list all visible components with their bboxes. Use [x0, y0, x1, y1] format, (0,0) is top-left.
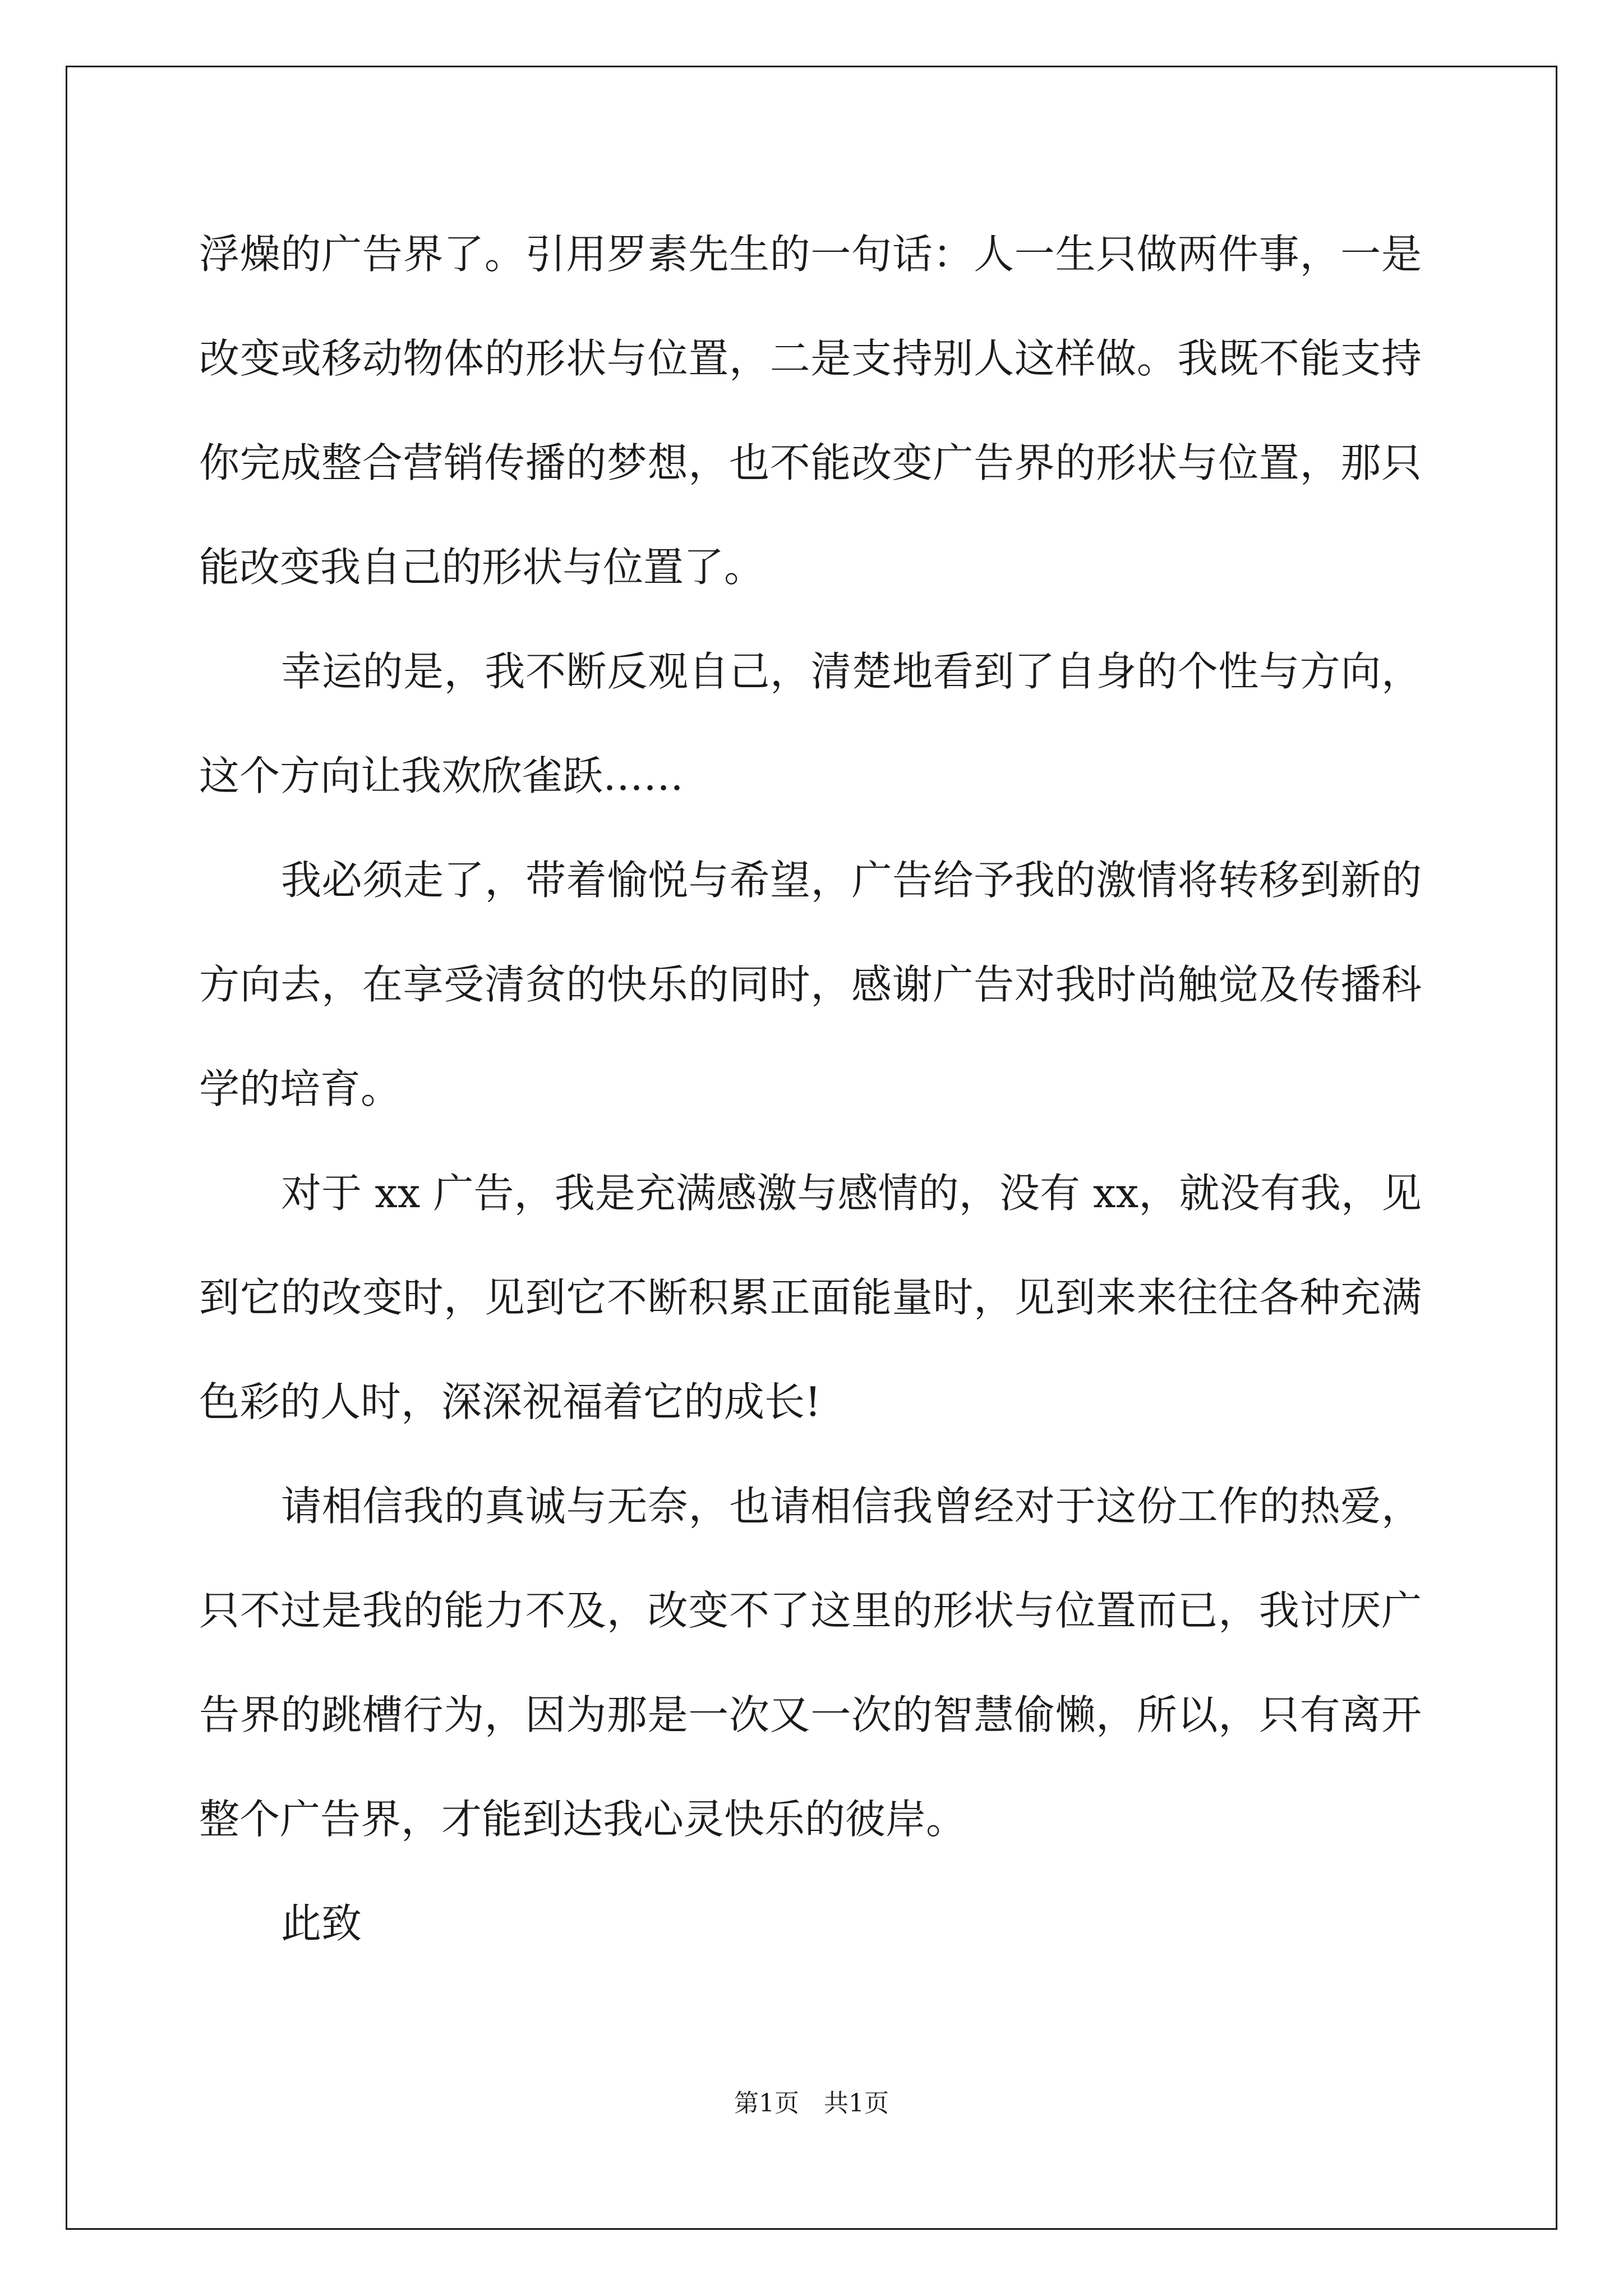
document-body	[199, 202, 1422, 1976]
page-footer	[0, 2087, 1623, 2120]
closing-salutation: 此致	[281, 1900, 362, 1947]
paragraph-2: 幸运的是，我不断反观自己，清楚地看到了自身的个性与方向，这个方向让我欢欣雀跃……	[199, 648, 1422, 799]
page-number-current: 第1页	[734, 2089, 799, 2118]
paragraph-1: 浮燥的广告界了。引用罗素先生的一句话：人一生只做两件事，一是改变或移动物体的形状与位置，二是支持别人这样做。我既不能支持你完成整合营销传播的梦想，也不能改变广告界的形状与位置，那只能改变我自己的形状与位置了。	[199, 231, 1422, 591]
page-number-total: 共1页	[824, 2089, 889, 2118]
paragraph-4: 对于 xx 广告，我是充满感激与感情的，没有 xx，就没有我，见到它的改变时，见到它不断积累正面能量时，见到来来往往各种充满色彩的人时，深深祝福着它的成长!	[199, 1170, 1422, 1425]
paragraph-5: 请相信我的真诚与无奈，也请相信我曾经对于这份工作的热爱，只不过是我的能力不及，改变不了这里的形状与位置而已，我讨厌广告界的跳槽行为，因为那是一次又一次的智慧偷懒，所以，只有离开整个广告界，才能到达我心灵快乐的彼岸。	[199, 1483, 1422, 1843]
paragraph-3: 我必须走了，带着愉悦与希望，广告给予我的激情将转移到新的方向去，在享受清贫的快乐的同时，感谢广告对我时尚触觉及传播科学的培育。	[199, 857, 1422, 1112]
